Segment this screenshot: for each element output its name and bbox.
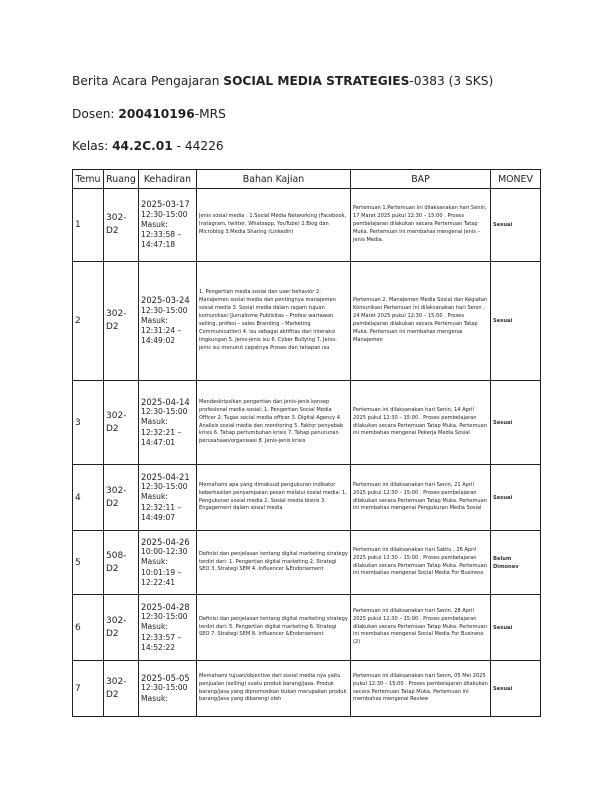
- room: 302-D2: [104, 262, 139, 381]
- attendance-time: 12:30-15:00: [141, 683, 188, 693]
- attendance-time: 12:30-15:00: [141, 209, 188, 219]
- col-header-kehadiran: Kehadiran: [139, 170, 197, 189]
- course-material: Memahami tujuan/objective dari sosial media nya yaitu penjualan (selling) suatu produk barang/jasa. Produk barang/jasa yang dipromosikan bukan merupakan produk barang/jasa yang dibarengi oleh: [197, 661, 351, 717]
- attendance-date: 2025-03-24: [141, 295, 190, 306]
- dosen-id: 200410196: [118, 107, 195, 121]
- room: 302-D2: [104, 381, 139, 465]
- room: 508-D2: [104, 531, 139, 595]
- dosen-label: Dosen:: [72, 107, 119, 121]
- meeting-number: 1: [73, 189, 104, 262]
- table-row: [73, 531, 541, 595]
- course-material: Mendeskripsikan pengertian dan jenis-jenis konsep profesional media sosial: 1. Pengertian Social Media Officer 2. Tugas social media officer 3. Digital Agency 4. Analisis sosial media dan monitoring 5. Faktor penyebab krisis 6. Tahap pertumbuhan krisis 7. Tahap penurunan perusahaan/organisasi 8. Jenis-jenis krisis: [197, 381, 351, 465]
- kelas-id: 44.2C.01: [112, 139, 173, 153]
- meeting-number: 3: [73, 381, 104, 465]
- bap-report: Pertemuan 2. Manajemen Media Sosial dan Kegiatan Komunikasi Pertemuan ini dilaksanakan hari Senin , 24 Maret 2025 pukul 12:30 – 15:00 . Proses pembelajaran dilakukan secara Pertemuan Tatap Muka. Pertemuan ini membahas mengenai Manajemen: [351, 262, 491, 381]
- table-header-row: [73, 170, 541, 189]
- course-material: Definisi dan penjelasan tentang digital marketing strategy terdiri dari: 5. Pengertian digital marketing 6. Strategi SEO 7. Strategi SEM 8. Influencer &Endorsement: [197, 595, 351, 661]
- bap-report: Pertemuan 1.Pertemuan ini dilaksanakan hari Senin, 17 Maret 2025 pukul 12:30 – 15:00 . Proses pembelajaran dilakukan secara Pertemuan Tatap Muka. Pertemuan ini membahas mengenai Jenis – jenis Media.: [351, 189, 491, 262]
- col-header-ruang: Ruang: [104, 170, 139, 189]
- monev-status: Sesuai: [491, 465, 541, 531]
- attendance-checkin: Masuk: 12:31:24 – 14:49:02: [141, 315, 182, 346]
- meeting-number: 2: [73, 262, 104, 381]
- bap-report: Pertemuan ini dilaksanakan hari Sabtu , 26 April 2025 pukul 12:30 – 15:00 . Proses pembelajaran dilakukan secara Pertemuan Tatap Muka. Pertemuan ini membahas mengenai Social Media For Business: [351, 531, 491, 595]
- attendance: [139, 262, 197, 381]
- berita-prefix: Berita Acara Pengajaran: [72, 74, 224, 88]
- dosen-line: [72, 106, 226, 122]
- monev-status: Belum Dimonev: [491, 531, 541, 595]
- course-code: -0383 (3 SKS): [409, 74, 494, 88]
- monev-status: Sesuai: [491, 262, 541, 381]
- attendance-time: 12:30-15:00: [141, 612, 188, 622]
- table-row: [73, 189, 541, 262]
- attendance: [139, 189, 197, 262]
- col-header-monev: MONEV: [491, 170, 541, 189]
- course-material: Jenis sosial media : 1.Social Media Networking (Facebook, Instagram, twitter, Whatsapp, YouTube) 2.Blog dan Microblog 3.Media Sharing (Linkedin): [197, 189, 351, 262]
- attendance-checkin: Masuk: 12:33:58 – 14:47:18: [141, 219, 182, 250]
- attendance-checkin: Masuk: 12:32:21 – 14:47:01: [141, 417, 182, 447]
- attendance-date: 2025-04-14: [141, 396, 190, 407]
- meeting-number: 4: [73, 465, 104, 531]
- monev-status: Sesuai: [491, 189, 541, 262]
- dosen-code: -MRS: [194, 107, 226, 121]
- attendance-date: 2025-03-17: [141, 199, 190, 210]
- monev-status: Sesuai: [491, 381, 541, 465]
- attendance-date: 2025-04-21: [141, 471, 190, 482]
- attendance-time: 12:30-15:00: [141, 407, 188, 417]
- attendance-checkin: Masuk: 10:01:19 – 12:22:41: [141, 557, 182, 587]
- room: 302-D2: [104, 595, 139, 661]
- attendance: [139, 381, 197, 465]
- bap-report: Pertemuan ini dilaksanakan hari Senin, 28 April 2025 pukul 12:30 – 15:00 . Proses pembelajaran dilakukan secara Pertemuan Tatap Muka. Pertemuan ini membahas mengenai Social Media For Business (2): [351, 595, 491, 661]
- attendance-checkin: Masuk:: [141, 693, 168, 703]
- attendance-date: 2025-05-05: [141, 673, 190, 684]
- attendance-table: [72, 169, 541, 717]
- attendance-time: 12:30-15:00: [141, 482, 188, 492]
- attendance-date: 2025-04-26: [141, 536, 190, 547]
- room: 302-D2: [104, 661, 139, 717]
- course-material: Memahami apa yang dimaksud pengukuran indikator keberhasilan penyampaian pesan melalui sosial media: 1. Pengukuran sosial media 2. Sosial media bisnis 3. Engagement dalam sosial media: [197, 465, 351, 531]
- attendance: [139, 531, 197, 595]
- bap-report: Pertemuan ini dilaksanakan hari Senin, 05 Mei 2025 pukul 12:30 – 15:00 . Proses pembelajaran dilakukan secara Pertemuan Tatap Muka. Pertemuan ini membahas mengenai Review: [351, 661, 491, 717]
- course-material: Definisi dan penjelasan tentang digital marketing strategy terdiri dari: 1. Pengertian digital marketing 2. Strategi SEO 3. Strategi SEM 4. Influencer &Endorsement: [197, 531, 351, 595]
- attendance-checkin: Masuk: 12:33:57 – 14:52:22: [141, 622, 182, 652]
- course-material: 1. Pengertian media sosial dan user behavior 2. Manajemen sosial media dan pentingnya manajemen sosial media 3. Sosial media dalam ragam tujuan komunikasi (Jurnalisme Publisitas – Profesi wartawan, selling, profesi – sales Branding – Marketing Communication) 4. isu sebagai aktifitas dari interaksi lingkungan 5. Jenis-jenis isu 6. Cyber Bullying 7. Jenis-jenis isu menurut cepatnya Proses dan tahapan isu: [197, 262, 351, 381]
- room: 302-D2: [104, 465, 139, 531]
- attendance-time: 10:00-12:30: [141, 547, 188, 557]
- col-header-bahan-kajian: Bahan Kajian: [197, 170, 351, 189]
- col-header-temu: Temu: [73, 170, 104, 189]
- attendance-checkin: Masuk: 12:32:11 – 14:49:07: [141, 492, 182, 522]
- room: 302-D2: [104, 189, 139, 262]
- kelas-code: - 44226: [172, 139, 224, 153]
- table-row: [73, 661, 541, 717]
- meeting-number: 7: [73, 661, 104, 717]
- bap-report: Pertemuan ini dilaksanakan hari Senin, 14 April 2025 pukul 12:30 – 15:00 . Proses pembelajaran dilakukan secara Pertemuan Tatap Muka. Pertemuan ini membahas mengenai Pekerja Media Sosial: [351, 381, 491, 465]
- course-title: [72, 73, 493, 89]
- meeting-number: 5: [73, 531, 104, 595]
- bap-report: Pertemuan ini dilaksanakan hari Senin, 21 April 2025 pukul 12:30 – 15:00 . Proses pembelajaran dilakukan secara Pertemuan Tatap Muka. Pertemuan ini membahas mengenai Pengukuran Media Sosial: [351, 465, 491, 531]
- attendance-date: 2025-04-28: [141, 601, 190, 612]
- table-row: [73, 465, 541, 531]
- kelas-line: [72, 138, 224, 154]
- table-row: [73, 262, 541, 381]
- monev-status: Sesuai: [491, 661, 541, 717]
- col-header-bap: BAP: [351, 170, 491, 189]
- monev-status: Sesuai: [491, 595, 541, 661]
- kelas-label: Kelas:: [72, 139, 113, 153]
- meeting-number: 6: [73, 595, 104, 661]
- table-row: [73, 595, 541, 661]
- table-row: [73, 381, 541, 465]
- attendance: [139, 595, 197, 661]
- attendance: [139, 465, 197, 531]
- attendance: [139, 661, 197, 717]
- course-name: SOCIAL MEDIA STRATEGIES: [223, 74, 410, 88]
- attendance-time: 12:30-15:00: [141, 305, 188, 315]
